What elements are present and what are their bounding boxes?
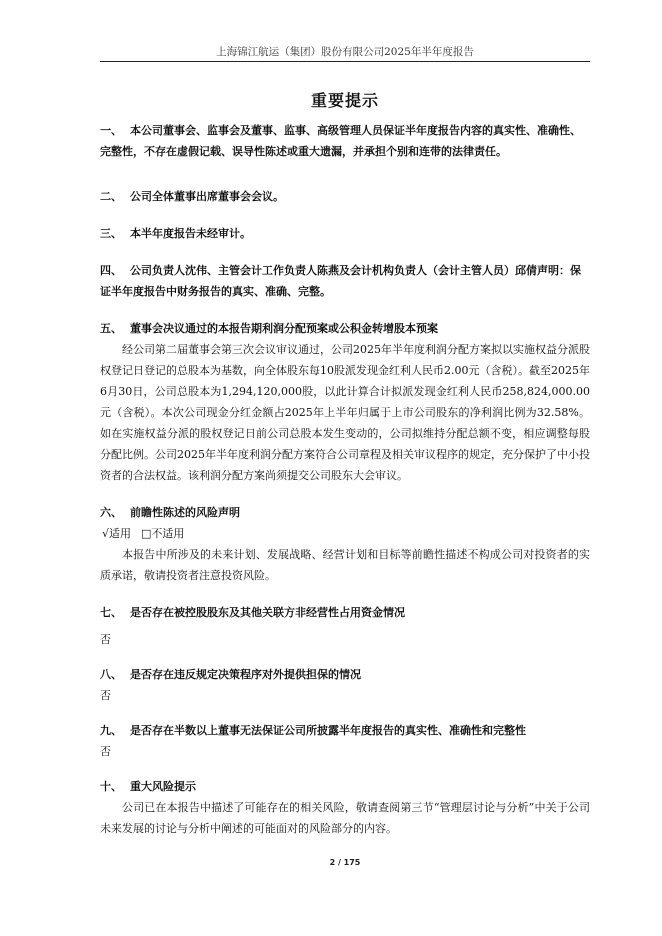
spacer [100, 586, 590, 602]
page-title: 重要提示 [310, 91, 379, 110]
section-9-number: 九、 [100, 724, 122, 737]
section-9-title: 是否存在半数以上董事无法保证公司所披露半年度报告的真实性、准确性和完整性 [130, 724, 526, 737]
spacer [100, 207, 590, 223]
section-1-title: 本公司董事会、监事会及董事、监事、高级管理人员保证半年度报告内容的真实性、准确性、完整性，不存在虚假记载、误导性陈述或重大遗漏，并承担个别和连带的法律责任。 [100, 124, 581, 158]
section-2-number: 二、 [100, 190, 122, 203]
section-4-heading [100, 260, 590, 302]
page-number: 2 / 175 [329, 858, 361, 867]
section-8-title: 是否存在违反规定决策程序对外提供担保的情况 [130, 668, 361, 681]
section-7-number: 七、 [100, 606, 122, 619]
spacer [100, 706, 590, 720]
spacer [100, 244, 590, 260]
header-divider [100, 61, 590, 62]
section-6-title: 前瞻性陈述的风险声明 [130, 506, 240, 519]
spacer [100, 486, 590, 502]
spacer [100, 302, 590, 318]
section-3-number: 三、 [100, 227, 122, 240]
section-8-number: 八、 [100, 668, 122, 681]
section-6-number: 六、 [100, 506, 122, 519]
section-3-heading [100, 223, 590, 244]
section-2-title: 公司全体董事出席董事会会议。 [130, 190, 284, 203]
section-6-heading [100, 502, 590, 523]
section-5-heading [100, 318, 590, 339]
section-6-body: 本报告中所涉及的未来计划、发展战略、经营计划和目标等前瞻性描述不构成公司对投资者的实质承诺，敬请投资者注意投资风险。 [100, 548, 590, 582]
applicability-checks [100, 523, 590, 544]
spacer [100, 762, 590, 776]
section-8-answer: 否 [100, 689, 111, 702]
section-5-body: 经公司第二届董事会第三次会议审议通过，公司2025年半年度利润分配方案拟以实施权益分派股权登记日登记的总股本为基数，向全体股东每10股派发现金红利人民币2.00元（含税）。截至2025年6月30日，公司总股本为1,294,120,000股，以此计算合计拟派发现金红利人民币258,824,000.00元（含税）。本次公司现金分红金额占2025年上半年归属于上市公司股东的净利润比例为32.58%。如在实施权益分派的股权登记日前公司总股本发生变动的，公司拟维持分配总额不变，相应调整每股分配比例。公司2025年半年度利润分配方案符合公司章程及相关审议程序的规定，充分保护了中小投资者的合法权益。该利润分配方案尚须提交公司股东大会审议。 [100, 343, 590, 482]
section-7-title: 是否存在被控股股东及其他关联方非经营性占用资金情况 [130, 606, 405, 619]
content-body [100, 120, 590, 839]
section-10-number: 十、 [100, 780, 122, 793]
not-applicable-unchecked: □不适用 [141, 527, 185, 540]
section-7-heading [100, 602, 590, 623]
section-10-title: 重大风险提示 [130, 780, 196, 793]
applicable-checked: √适用 [102, 527, 132, 540]
section-5-title: 董事会决议通过的本报告期利润分配预案或公积金转增股本预案 [130, 322, 438, 335]
section-10-body: 公司已在本报告中描述了可能存在的相关风险，敬请查阅第三节“管理层讨论与分析”中关于公司未来发展的讨论与分析中阐述的可能面对的风险部分的内容。 [100, 801, 590, 835]
section-10-heading [100, 776, 590, 797]
section-5-number: 五、 [100, 322, 122, 335]
section-1-heading [100, 120, 590, 162]
section-2-heading [100, 186, 590, 207]
section-9-answer: 否 [100, 745, 111, 758]
section-9-heading [100, 720, 590, 741]
section-3-title: 本半年度报告未经审计。 [130, 227, 251, 240]
section-7-answer: 否 [100, 633, 111, 646]
spacer [100, 162, 590, 186]
section-1-number: 一、 [100, 124, 122, 137]
section-4-title: 公司负责人沈伟、主管会计工作负责人陈燕及会计机构负责人（会计主管人员）邱倩声明：保证半年度报告中财务报告的真实、准确、完整。 [100, 264, 581, 298]
section-8-heading [100, 664, 590, 685]
section-4-number: 四、 [100, 264, 122, 277]
spacer [100, 650, 590, 664]
running-header: 上海锦江航运（集团）股份有限公司2025年半年度报告 [216, 46, 474, 58]
